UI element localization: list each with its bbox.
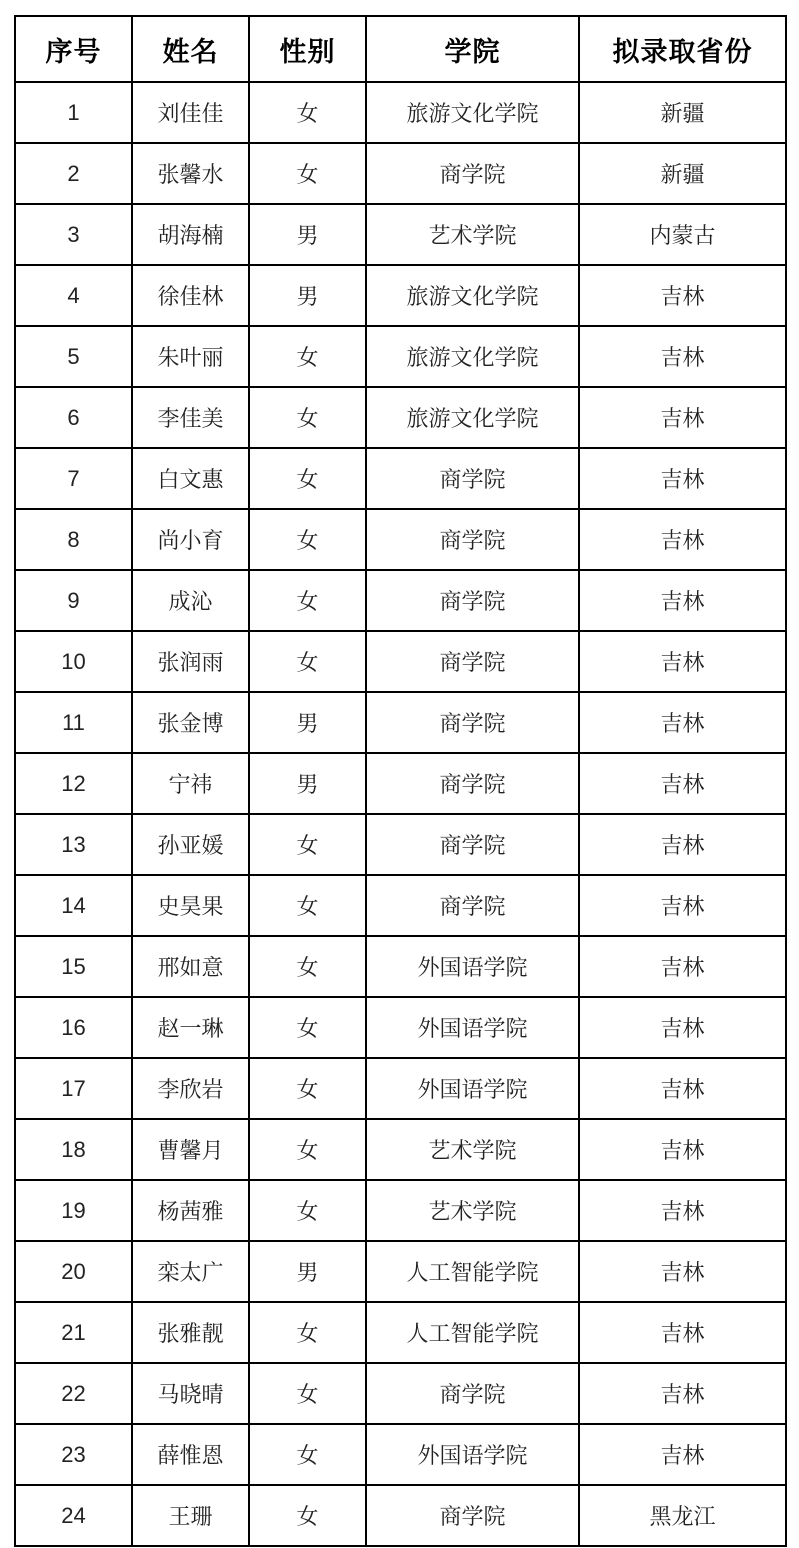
college-cell: 旅游文化学院 [366, 326, 579, 387]
table-row [15, 875, 786, 936]
header-cell-index: 序号 [15, 16, 132, 82]
index-cell: 12 [15, 753, 132, 814]
name-cell: 白文惠 [132, 448, 249, 509]
name-cell: 胡海楠 [132, 204, 249, 265]
table-row [15, 814, 786, 875]
name-cell: 尚小育 [132, 509, 249, 570]
province-cell: 吉林 [579, 997, 786, 1058]
name-cell: 栾太广 [132, 1241, 249, 1302]
college-cell: 艺术学院 [366, 1119, 579, 1180]
table-row [15, 1363, 786, 1424]
gender-cell: 女 [249, 326, 366, 387]
name-cell: 薛惟恩 [132, 1424, 249, 1485]
college-cell: 商学院 [366, 1363, 579, 1424]
index-cell: 4 [15, 265, 132, 326]
gender-cell: 女 [249, 1180, 366, 1241]
gender-cell: 女 [249, 1058, 366, 1119]
name-cell: 朱叶丽 [132, 326, 249, 387]
province-cell: 新疆 [579, 143, 786, 204]
table-row [15, 631, 786, 692]
province-cell: 吉林 [579, 692, 786, 753]
gender-cell: 女 [249, 448, 366, 509]
index-cell: 2 [15, 143, 132, 204]
name-cell: 成沁 [132, 570, 249, 631]
name-cell: 马晓晴 [132, 1363, 249, 1424]
index-cell: 8 [15, 509, 132, 570]
province-cell: 吉林 [579, 875, 786, 936]
gender-cell: 女 [249, 1485, 366, 1546]
gender-cell: 男 [249, 1241, 366, 1302]
name-cell: 张馨水 [132, 143, 249, 204]
province-cell: 吉林 [579, 936, 786, 997]
province-cell: 吉林 [579, 1424, 786, 1485]
index-cell: 5 [15, 326, 132, 387]
college-cell: 旅游文化学院 [366, 82, 579, 143]
province-cell: 吉林 [579, 1241, 786, 1302]
table-row [15, 692, 786, 753]
name-cell: 杨茜雅 [132, 1180, 249, 1241]
college-cell: 商学院 [366, 753, 579, 814]
index-cell: 9 [15, 570, 132, 631]
college-cell: 商学院 [366, 509, 579, 570]
table-row [15, 936, 786, 997]
name-cell: 张润雨 [132, 631, 249, 692]
province-cell: 吉林 [579, 753, 786, 814]
table-row [15, 1302, 786, 1363]
index-cell: 24 [15, 1485, 132, 1546]
index-cell: 20 [15, 1241, 132, 1302]
table-row [15, 509, 786, 570]
name-cell: 李欣岩 [132, 1058, 249, 1119]
header-cell-name: 姓名 [132, 16, 249, 82]
college-cell: 旅游文化学院 [366, 387, 579, 448]
gender-cell: 男 [249, 204, 366, 265]
table-row [15, 387, 786, 448]
college-cell: 商学院 [366, 631, 579, 692]
gender-cell: 女 [249, 509, 366, 570]
province-cell: 吉林 [579, 326, 786, 387]
college-cell: 商学院 [366, 875, 579, 936]
college-cell: 艺术学院 [366, 1180, 579, 1241]
name-cell: 王珊 [132, 1485, 249, 1546]
name-cell: 刘佳佳 [132, 82, 249, 143]
name-cell: 曹馨月 [132, 1119, 249, 1180]
table-row [15, 1058, 786, 1119]
table-row [15, 204, 786, 265]
name-cell: 张雅靓 [132, 1302, 249, 1363]
table-row [15, 1119, 786, 1180]
table-row [15, 570, 786, 631]
table-row [15, 326, 786, 387]
college-cell: 艺术学院 [366, 204, 579, 265]
index-cell: 18 [15, 1119, 132, 1180]
gender-cell: 女 [249, 814, 366, 875]
gender-cell: 女 [249, 997, 366, 1058]
gender-cell: 女 [249, 631, 366, 692]
index-cell: 7 [15, 448, 132, 509]
college-cell: 商学院 [366, 448, 579, 509]
province-cell: 吉林 [579, 814, 786, 875]
table-row [15, 265, 786, 326]
table-header-row [15, 16, 786, 82]
gender-cell: 女 [249, 875, 366, 936]
college-cell: 旅游文化学院 [366, 265, 579, 326]
table-body [15, 16, 786, 1546]
header-cell-gender: 性别 [249, 16, 366, 82]
college-cell: 外国语学院 [366, 936, 579, 997]
name-cell: 史昊果 [132, 875, 249, 936]
index-cell: 16 [15, 997, 132, 1058]
header-cell-province: 拟录取省份 [579, 16, 786, 82]
index-cell: 13 [15, 814, 132, 875]
table-row [15, 143, 786, 204]
gender-cell: 女 [249, 1363, 366, 1424]
province-cell: 吉林 [579, 631, 786, 692]
table-row [15, 1241, 786, 1302]
gender-cell: 女 [249, 143, 366, 204]
name-cell: 徐佳林 [132, 265, 249, 326]
index-cell: 17 [15, 1058, 132, 1119]
province-cell: 吉林 [579, 570, 786, 631]
province-cell: 吉林 [579, 387, 786, 448]
name-cell: 孙亚媛 [132, 814, 249, 875]
index-cell: 1 [15, 82, 132, 143]
table-row [15, 448, 786, 509]
province-cell: 吉林 [579, 1119, 786, 1180]
gender-cell: 女 [249, 387, 366, 448]
index-cell: 14 [15, 875, 132, 936]
gender-cell: 女 [249, 1302, 366, 1363]
table-row [15, 1180, 786, 1241]
college-cell: 人工智能学院 [366, 1302, 579, 1363]
gender-cell: 女 [249, 82, 366, 143]
college-cell: 外国语学院 [366, 997, 579, 1058]
province-cell: 黑龙江 [579, 1485, 786, 1546]
gender-cell: 男 [249, 692, 366, 753]
province-cell: 吉林 [579, 509, 786, 570]
province-cell: 吉林 [579, 1302, 786, 1363]
table-row [15, 82, 786, 143]
gender-cell: 女 [249, 570, 366, 631]
index-cell: 19 [15, 1180, 132, 1241]
index-cell: 15 [15, 936, 132, 997]
gender-cell: 女 [249, 1119, 366, 1180]
province-cell: 吉林 [579, 448, 786, 509]
index-cell: 22 [15, 1363, 132, 1424]
college-cell: 商学院 [366, 814, 579, 875]
name-cell: 李佳美 [132, 387, 249, 448]
college-cell: 外国语学院 [366, 1058, 579, 1119]
gender-cell: 女 [249, 1424, 366, 1485]
province-cell: 吉林 [579, 1363, 786, 1424]
name-cell: 邢如意 [132, 936, 249, 997]
college-cell: 商学院 [366, 1485, 579, 1546]
header-cell-college: 学院 [366, 16, 579, 82]
table-row [15, 1485, 786, 1546]
college-cell: 商学院 [366, 143, 579, 204]
gender-cell: 男 [249, 265, 366, 326]
gender-cell: 男 [249, 753, 366, 814]
index-cell: 3 [15, 204, 132, 265]
college-cell: 商学院 [366, 570, 579, 631]
province-cell: 吉林 [579, 265, 786, 326]
province-cell: 吉林 [579, 1058, 786, 1119]
college-cell: 外国语学院 [366, 1424, 579, 1485]
name-cell: 赵一琳 [132, 997, 249, 1058]
table-row [15, 1424, 786, 1485]
name-cell: 张金博 [132, 692, 249, 753]
name-cell: 宁祎 [132, 753, 249, 814]
gender-cell: 女 [249, 936, 366, 997]
table-row [15, 753, 786, 814]
index-cell: 10 [15, 631, 132, 692]
province-cell: 新疆 [579, 82, 786, 143]
college-cell: 商学院 [366, 692, 579, 753]
college-cell: 人工智能学院 [366, 1241, 579, 1302]
province-cell: 内蒙古 [579, 204, 786, 265]
index-cell: 6 [15, 387, 132, 448]
admission-table [14, 15, 787, 1547]
index-cell: 21 [15, 1302, 132, 1363]
index-cell: 11 [15, 692, 132, 753]
index-cell: 23 [15, 1424, 132, 1485]
province-cell: 吉林 [579, 1180, 786, 1241]
table-row [15, 997, 786, 1058]
